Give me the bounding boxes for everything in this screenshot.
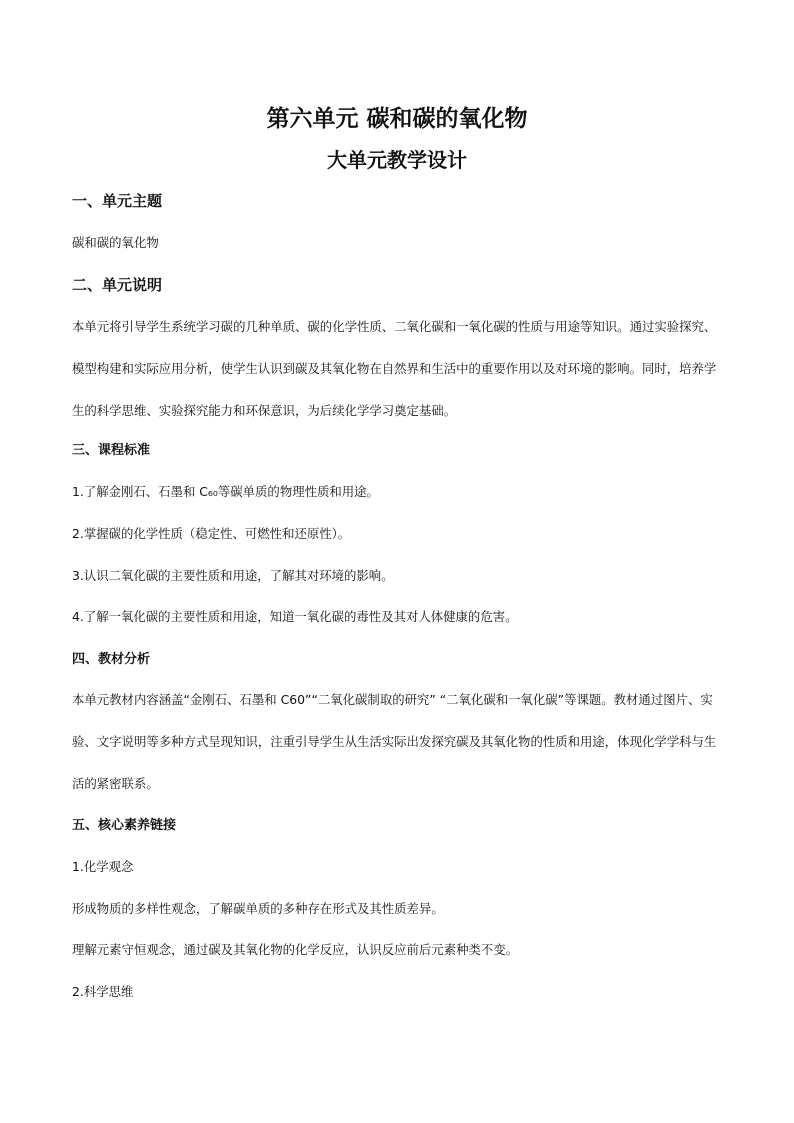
list-item-core-literacy-2: 形成物质的多样性观念，了解碳单质的多种存在形式及其性质差异。 <box>72 901 444 916</box>
section-body-textbook-analysis: 本单元教材内容涵盖“金刚石、石墨和 C60”“二氧化碳制取的研究” “二氧化碳和一氧化碳”等课题。教材通过图片、实验、文字说明等多种方式呈现知识，注重引导学生从生活实际出发探究碳及其氧化物的性质和用途，体现化学学科与生活的紧密联系。 <box>72 692 717 791</box>
section-heading-textbook-analysis: 四、教材分析 <box>72 652 151 667</box>
document-title: 第六单元 碳和碳的氧化物 <box>266 106 528 132</box>
section-heading-curriculum-standards: 三、课程标准 <box>72 443 151 458</box>
section-heading-unit-description: 二、单元说明 <box>72 276 163 294</box>
list-item-standard-4: 4.了解一氧化碳的主要性质和用途，知道一氧化碳的毒性及其对人体健康的危害。 <box>72 609 518 624</box>
list-item-standard-1: 1.了解金刚石、石墨和 C₆₀等碳单质的物理性质和用途。 <box>72 484 379 499</box>
list-item-standard-3: 3.认识二氧化碳的主要性质和用途，了解其对环境的影响。 <box>72 568 394 583</box>
list-item-core-literacy-3: 理解元素守恒观念，通过碳及其氧化物的化学反应，认识反应前后元素种类不变。 <box>72 942 519 957</box>
section-heading-core-literacy: 五、核心素养链接 <box>72 818 177 833</box>
section-body-unit-theme: 碳和碳的氧化物 <box>72 235 159 250</box>
document-subtitle: 大单元教学设计 <box>327 148 467 172</box>
list-item-standard-2: 2.掌握碳的化学性质（稳定性、可燃性和还原性）。 <box>72 526 351 541</box>
section-heading-unit-theme: 一、单元主题 <box>72 192 163 210</box>
list-item-core-literacy-1: 1.化学观念 <box>72 859 134 874</box>
list-item-core-literacy-4: 2.科学思维 <box>72 984 134 999</box>
section-body-unit-description: 本单元将引导学生系统学习碳的几种单质、碳的化学性质、二氧化碳和一氧化碳的性质与用途等知识。通过实验探究、模型构建和实际应用分析，使学生认识到碳及其氧化物在自然界和生活中的重要作用以及对环境的影响。同时，培养学生的科学思维、实验探究能力和环保意识，为后续化学学习奠定基础。 <box>72 319 717 418</box>
